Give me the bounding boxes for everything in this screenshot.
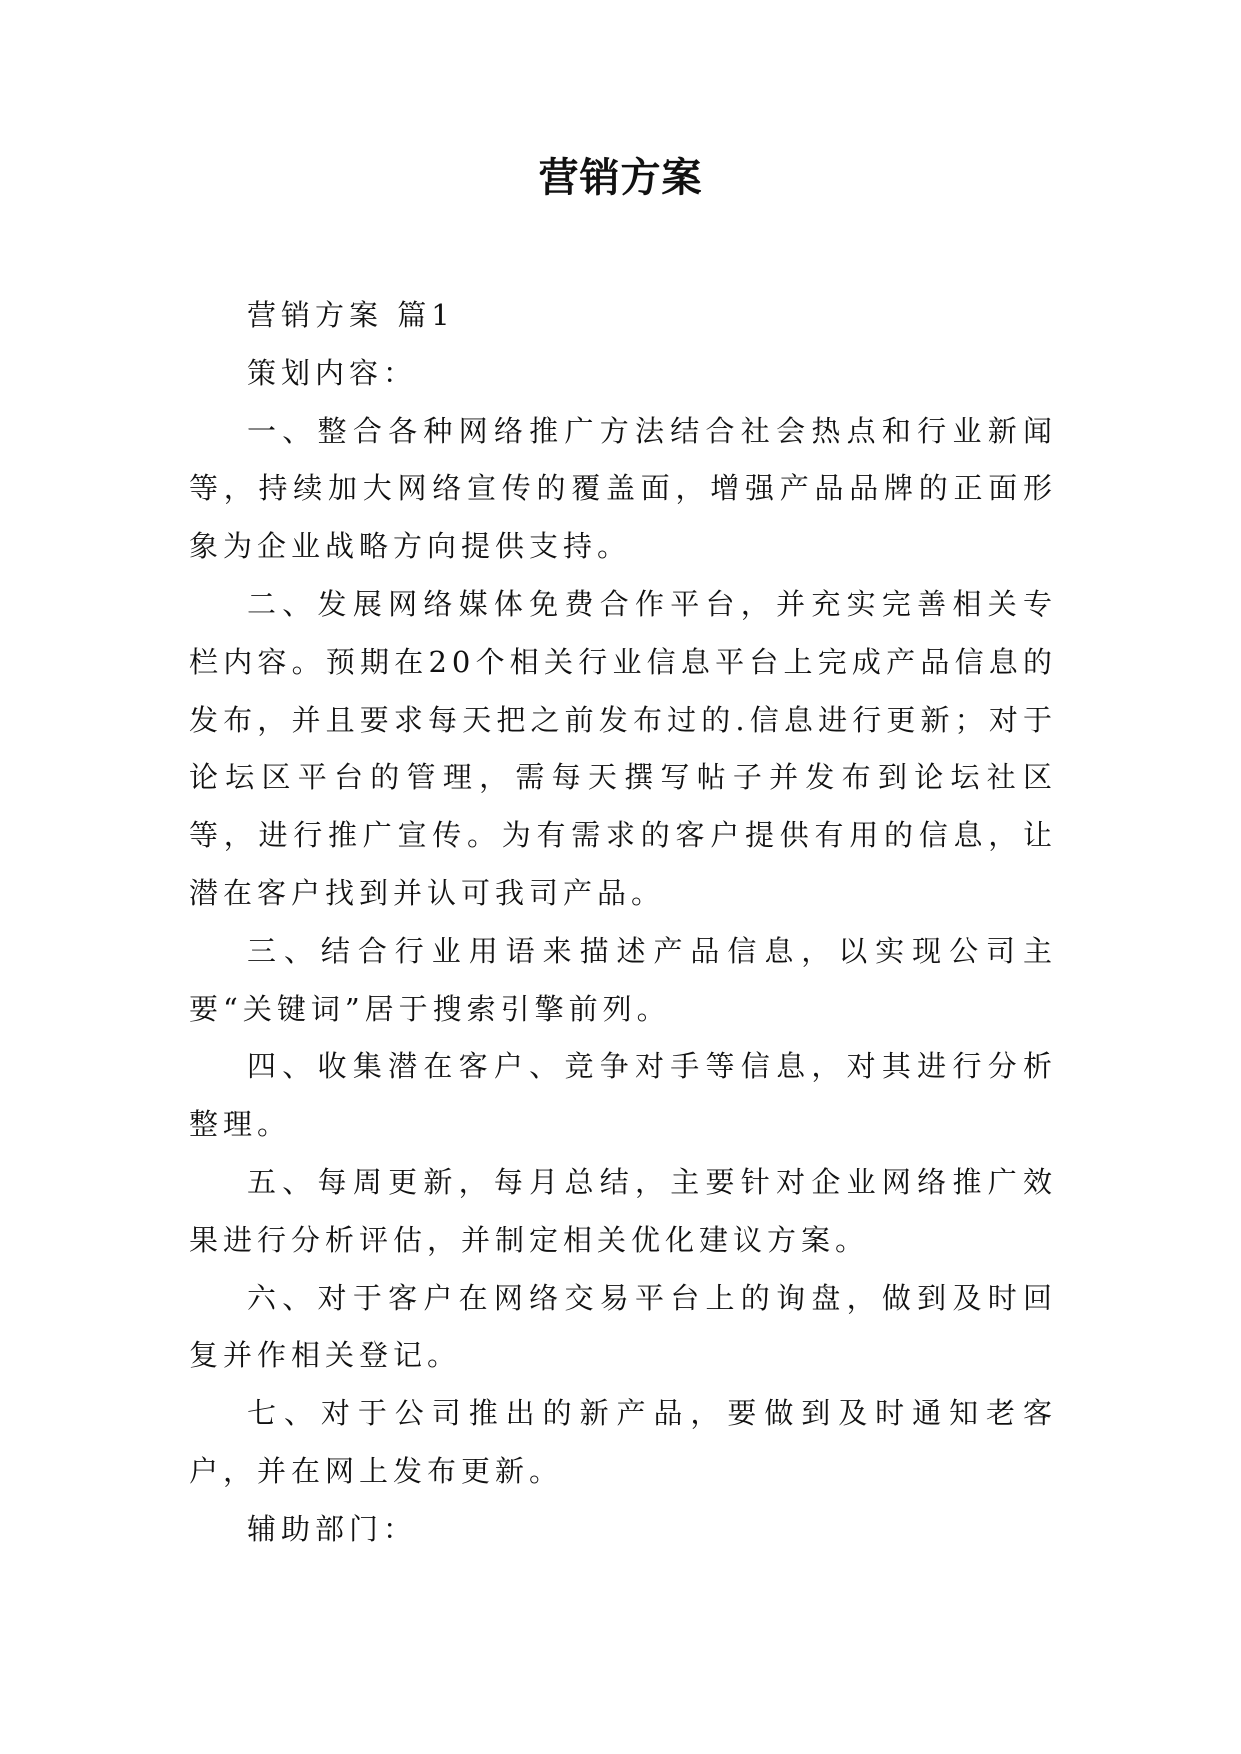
paragraph-item-2: 二、发展网络媒体免费合作平台，并充实完善相关专栏内容。预期在20个相关行业信息平台上完成产品信息的发布，并且要求每天把之前发布过的.信息进行更新；对于论坛区平台的管理，需每天撰写帖子并发布到论坛社区等，进行推广宣传。为有需求的客户提供有用的信息，让潜在客户找到并认可我司产品。 — [189, 586, 1057, 910]
paragraph-item-3: 三、结合行业用语来描述产品信息，以实现公司主要“关键词”居于搜索引擎前列。 — [189, 933, 1057, 1026]
section-heading-1: 营销方案 篇1 — [247, 298, 455, 332]
paragraph-item-1: 一、整合各种网络推广方法结合社会热点和行业新闻等，持续加大网络宣传的覆盖面，增强产品品牌的正面形象为企业战略方向提供支持。 — [189, 413, 1057, 564]
paragraph-item-6: 六、对于客户在网络交易平台上的询盘，做到及时回复并作相关登记。 — [189, 1280, 1057, 1373]
paragraph-item-7: 七、对于公司推出的新产品，要做到及时通知老客户，并在网上发布更新。 — [189, 1396, 1057, 1488]
paragraph-item-4: 四、收集潜在客户、竞争对手等信息，对其进行分析整理。 — [189, 1049, 1057, 1142]
supporting-departments-label: 辅助部门： — [247, 1511, 418, 1546]
document-title: 营销方案 — [538, 154, 703, 201]
planning-content-label: 策划内容： — [247, 355, 418, 390]
paragraph-item-5: 五、每周更新，每月总结，主要针对企业网络推广效果进行分析评估，并制定相关优化建议方案。 — [189, 1164, 1057, 1257]
document-body — [189, 287, 1057, 1559]
